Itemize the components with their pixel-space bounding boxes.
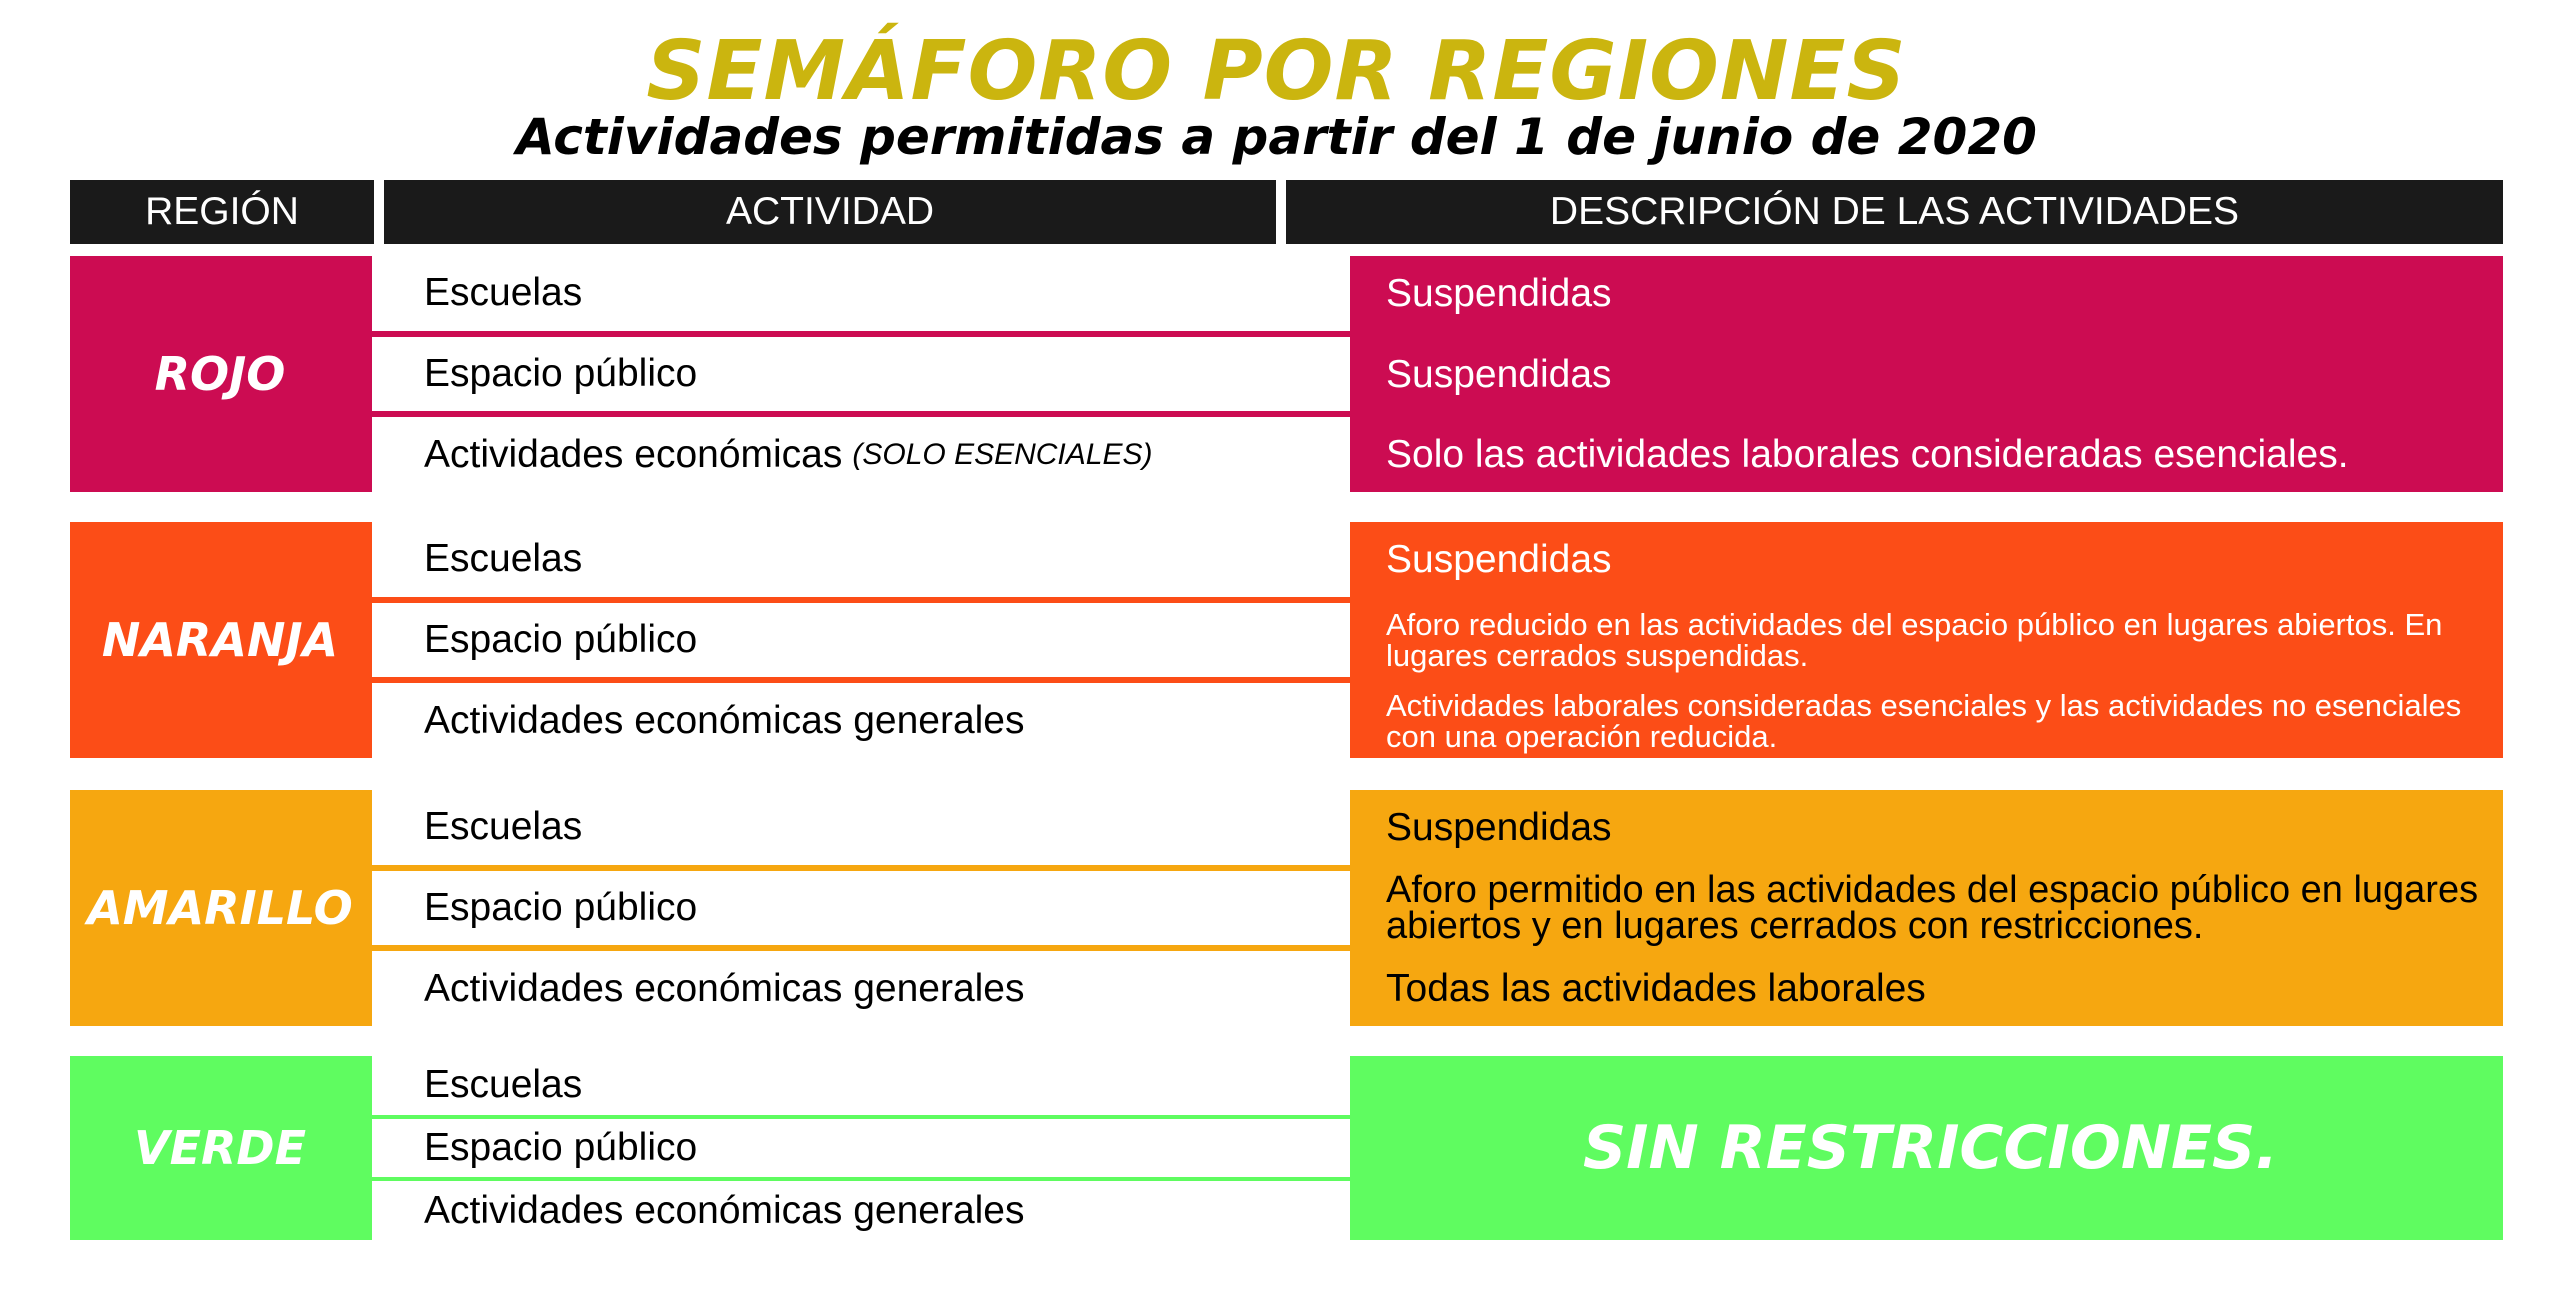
region-block-rojo	[70, 256, 2503, 492]
page-title: SEMÁFORO POR REGIONES	[646, 24, 1907, 119]
description-cell: Actividades laborales consideradas esenciales y las actividades no esenciales con una operación reducida.	[1386, 687, 2462, 754]
region-label-rojo: ROJO	[154, 347, 286, 401]
activity-cell	[372, 522, 1350, 597]
header-descripcion: DESCRIPCIÓN DE LAS ACTIVIDADES	[1286, 180, 2503, 244]
activity-cell	[372, 951, 1350, 1026]
activity-label: Espacio público	[424, 618, 698, 661]
description-cell: Solo las actividades laborales consideradas esenciales.	[1386, 433, 2349, 477]
description-cell: Suspendidas	[1386, 537, 1612, 581]
region-label-verde: VERDE	[133, 1121, 307, 1175]
activity-cell	[372, 683, 1350, 758]
activity-column-amarillo	[372, 790, 1350, 1026]
activity-label: Actividades económicas generales	[424, 1188, 1025, 1232]
region-label-amarillo: AMARILLO	[87, 881, 353, 935]
region-block-naranja	[70, 522, 2503, 758]
activity-column-naranja	[372, 522, 1350, 758]
description-cell: Suspendidas	[1386, 352, 1612, 396]
activity-label: Escuelas	[424, 271, 583, 315]
activity-cell	[372, 1181, 1350, 1240]
activity-label: Espacio público	[424, 1126, 698, 1169]
region-block-amarillo	[70, 790, 2503, 1026]
activity-label: Actividades económicas	[424, 432, 843, 476]
activity-cell	[372, 1056, 1350, 1115]
region-label-naranja: NARANJA	[101, 613, 339, 667]
activity-cell	[372, 871, 1350, 946]
activity-label: Espacio público	[424, 352, 698, 395]
region-block-verde	[70, 1056, 2503, 1240]
activity-label: Actividades económicas generales	[424, 966, 1025, 1010]
activity-cell	[372, 417, 1350, 492]
activity-cell	[372, 256, 1350, 331]
activity-label: Escuelas	[424, 537, 583, 581]
page-subtitle: Actividades permitidas a partir del 1 de junio de 2020	[516, 108, 2037, 166]
description-column-amarillo	[1358, 790, 2503, 1026]
description-cell: Suspendidas	[1386, 805, 1612, 849]
activity-cell	[372, 337, 1350, 412]
description-cell: Suspendidas	[1386, 271, 1612, 315]
description-sin-restricciones: SIN RESTRICCIONES.	[1582, 1113, 2279, 1183]
activity-label: Escuelas	[424, 805, 583, 849]
description-cell: Aforo reducido en las actividades del espacio público en lugares abiertos. En lugares cerrados suspendidas.	[1386, 607, 2443, 673]
activity-cell	[372, 603, 1350, 678]
activity-cell	[372, 1119, 1350, 1178]
activity-column-rojo	[372, 256, 1350, 492]
activity-cell	[372, 790, 1350, 865]
activity-label: Actividades económicas generales	[424, 698, 1025, 742]
description-cell: Todas las actividades laborales	[1386, 967, 1926, 1011]
description-column-rojo	[1358, 256, 2503, 492]
description-cell: Aforo permitido en las actividades del espacio público en lugares abiertos y en lugares cerrados con restricciones.	[1386, 868, 2479, 947]
description-column-naranja	[1358, 522, 2503, 758]
activity-note: (SOLO ESENCIALES)	[852, 437, 1153, 471]
activity-label: Escuelas	[424, 1063, 583, 1107]
header-actividad: ACTIVIDAD	[384, 180, 1276, 244]
header-region: REGIÓN	[70, 180, 374, 244]
activity-column-verde	[372, 1056, 1350, 1240]
activity-label: Espacio público	[424, 886, 698, 929]
